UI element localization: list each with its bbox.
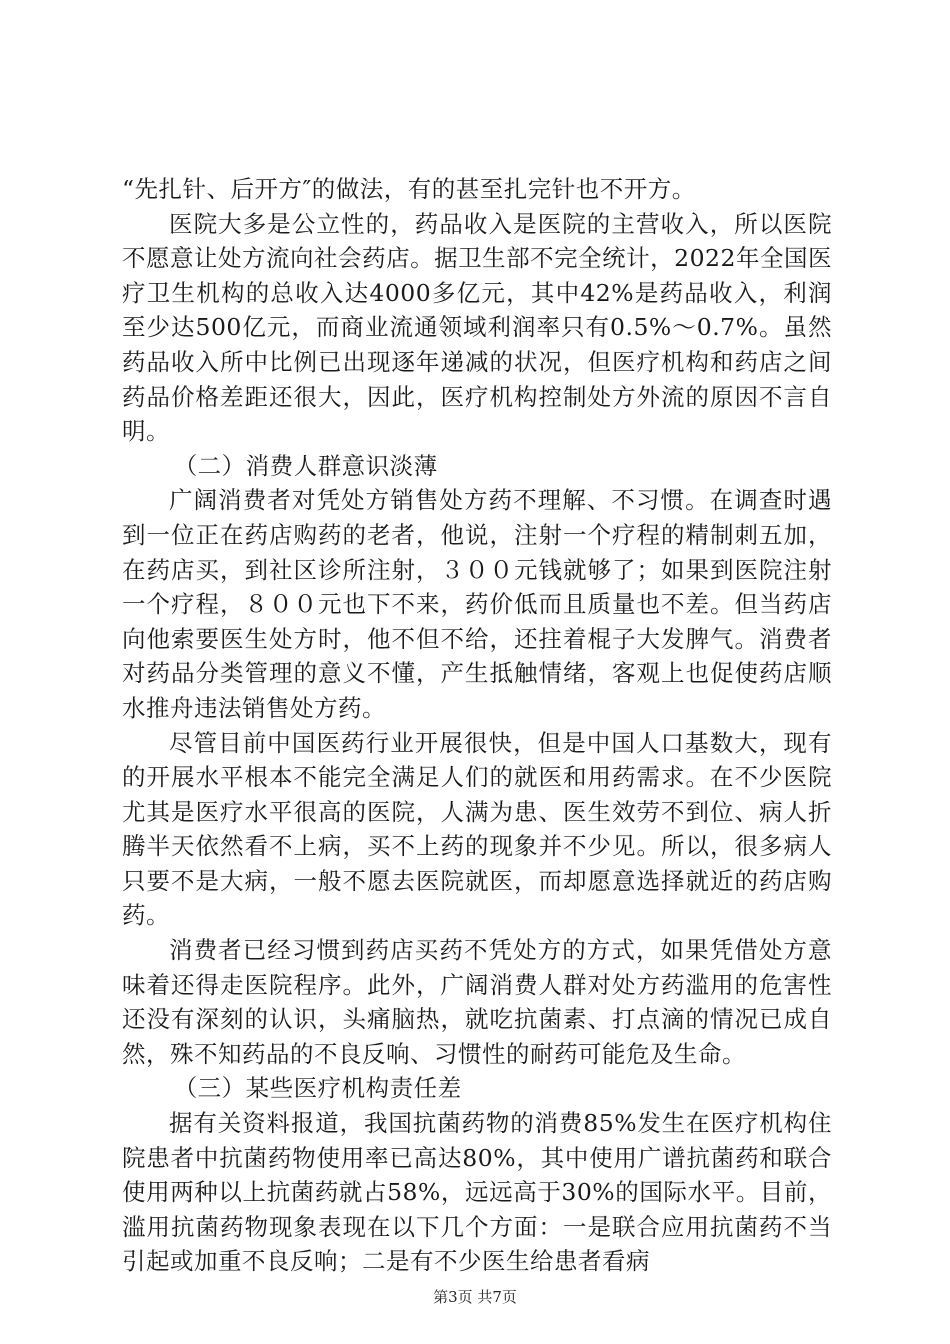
document-body — [122, 172, 832, 1279]
paragraph-hospital-income: 医院大多是公立性的，药品收入是医院的主营收入，所以医院不愿意让处方流向社会药店。据卫生部不完全统计，2022年全国医疗卫生机构的总收入达4000多亿元，其中42%是药品收入，利润至少达500亿元，而商业流通领域利润率只有0.5%～0.7%。虽然药品收入所中比例已出现逐年递减的状况，但医疗机构和药店之间药品价格差距还很大，因此，医疗机构控制处方外流的原因不言自明。 — [122, 209, 832, 446]
paragraph-industry-development: 尽管目前中国医药行业开展很快，但是中国人口基数大，现有的开展水平根本不能完全满足人们的就医和用药需求。在不少医院尤其是医疗水平很高的医院，人满为患、医生效劳不到位、病人折腾半天依然看不上病，买不上药的现象并不少见。所以，很多病人只要不是大病，一般不愿去医院就医，而却愿意选择就近的药店购药。 — [122, 728, 832, 930]
paragraph-consumer-habits: 广阔消费者对凭处方销售处方药不理解、不习惯。在调查时遇到一位正在药店购药的老者，他说，注射一个疗程的精制刺五加，在药店买，到社区诊所注射，３００元钱就够了；如果到医院注射一个疗程，８００元也下不来，药价低而且质量也不差。但当药店向他索要医生处方时，他不但不给，还拄着棍子大发脾气。消费者对药品分类管理的意义不懂，产生抵触情绪，客观上也促使药店顺水推舟违法销售处方药。 — [122, 486, 832, 722]
paragraph-continuation: “先扎针、后开方″的做法，有的甚至扎完针也不开方。 — [122, 175, 696, 203]
section-heading-consumer-awareness: （二）消费人群意识淡薄 — [173, 451, 438, 480]
paragraph-antibiotic-abuse: 据有关资料报道，我国抗菌药物的消费85%发生在医疗机构住院患者中抗菌药物使用率已高达80%，其中使用广谱抗菌药和联合使用两种以上抗菌药就占58%，远远高于30%的国际水平。目前，滥用抗菌药物现象表现在以下几个方面：一是联合应用抗菌药不当引起或加重不良反响；二是有不少医生给患者看病 — [122, 1109, 832, 1276]
section-heading-medical-responsibility: （三）某些医疗机构责任差 — [173, 1074, 462, 1103]
paragraph-prescription-habit: 消费者已经习惯到药店买药不凭处方的方式，如果凭借处方意味着还得走医院程序。此外，广阔消费人群对处方药滥用的危害性还没有深刻的认识，头痛脑热，就吃抗菌素、打点滴的情况已成自然，殊不知药品的不良反响、习惯性的耐药可能危及生命。 — [122, 936, 832, 1068]
page-number-footer: 第3页 共7页 — [433, 1288, 517, 1306]
